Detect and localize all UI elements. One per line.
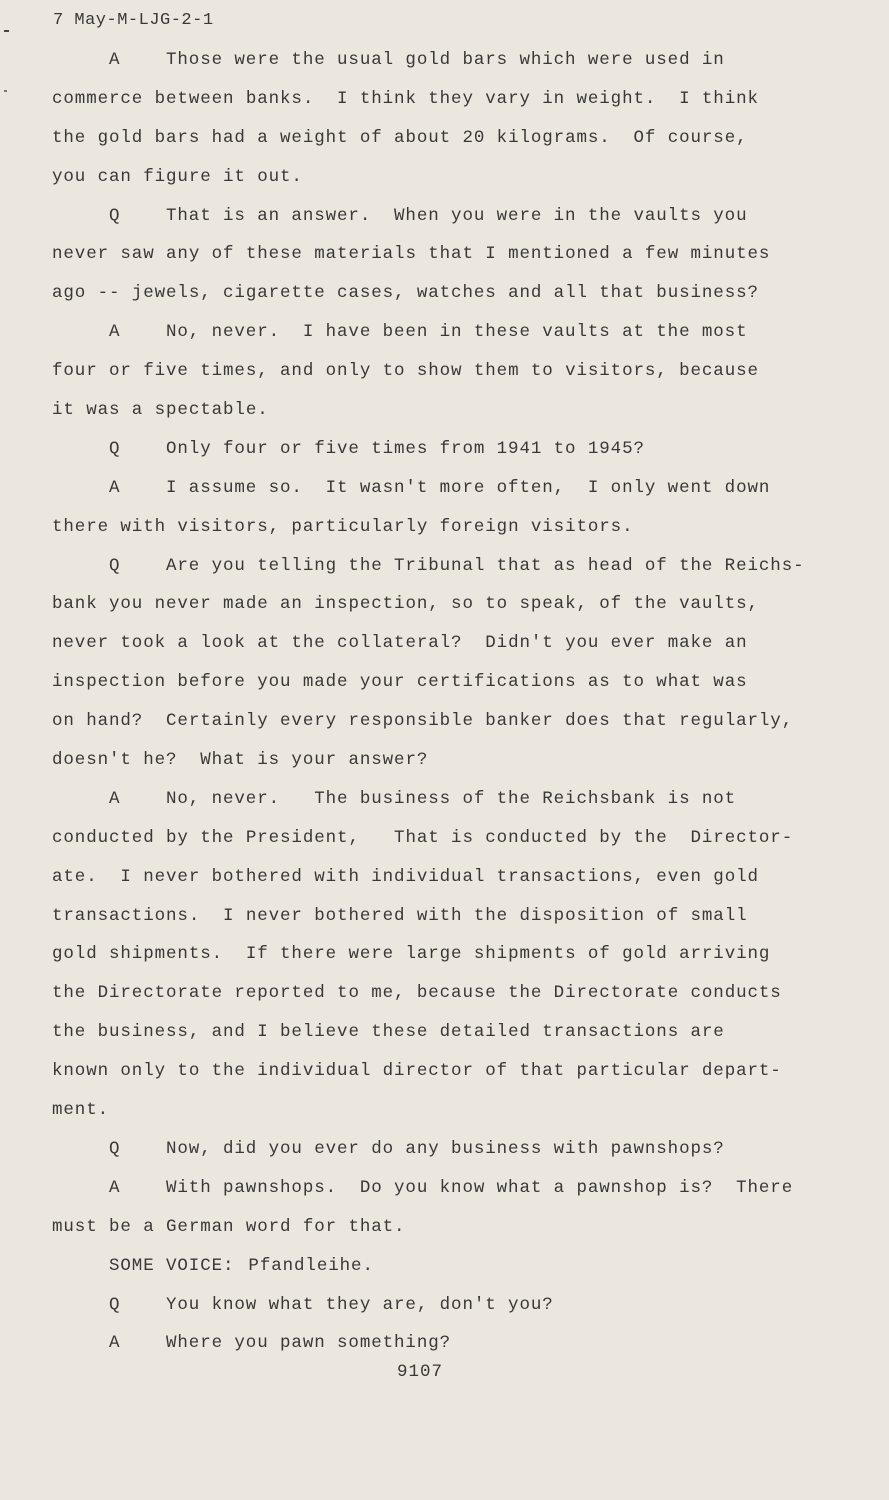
transcript-line bbox=[52, 702, 842, 741]
line-text: ate. I never bothered with individual transactions, even gold bbox=[52, 866, 759, 887]
transcript-line bbox=[52, 119, 842, 158]
transcript-line bbox=[52, 1286, 842, 1325]
line-text: the Directorate reported to me, because the Directorate conducts bbox=[52, 983, 782, 1004]
transcript-line bbox=[52, 1324, 842, 1363]
line-text: must be a German word for that. bbox=[52, 1216, 406, 1237]
speaker-label: Q bbox=[109, 1138, 121, 1159]
line-text: gold shipments. If there were large shipments of gold arriving bbox=[52, 944, 771, 965]
transcript-line bbox=[52, 469, 842, 508]
transcript-line bbox=[52, 1013, 842, 1052]
line-text: That is an answer. When you were in the vaults you bbox=[166, 205, 748, 226]
transcript-line bbox=[52, 430, 842, 469]
speaker-label: SOME VOICE: bbox=[109, 1255, 235, 1276]
speaker-label: Q bbox=[109, 205, 121, 226]
line-text: there with visitors, particularly foreign visitors. bbox=[52, 516, 634, 537]
transcript-line bbox=[52, 585, 842, 624]
line-text: With pawnshops. Do you know what a pawnshop is? There bbox=[166, 1177, 794, 1198]
line-text: it was a spectable. bbox=[52, 400, 269, 421]
transcript-line bbox=[52, 741, 842, 780]
line-text: the business, and I believe these detailed transactions are bbox=[52, 1022, 725, 1043]
transcript-line bbox=[52, 313, 842, 352]
margin-mark bbox=[4, 30, 9, 32]
line-text: You know what they are, don't you? bbox=[166, 1294, 554, 1315]
transcript-line bbox=[52, 974, 842, 1013]
transcript-line bbox=[52, 508, 842, 547]
line-text: bank you never made an inspection, so to speak, of the vaults, bbox=[52, 594, 759, 615]
transcript-line bbox=[52, 1247, 842, 1286]
transcript-line bbox=[52, 80, 842, 119]
line-text: I assume so. It wasn't more often, I only went down bbox=[166, 477, 771, 498]
transcript-line bbox=[52, 1130, 842, 1169]
line-text: No, never. I have been in these vaults at the most bbox=[166, 322, 748, 343]
transcript-line bbox=[52, 1052, 842, 1091]
line-text: No, never. The business of the Reichsbank is not bbox=[166, 788, 737, 809]
line-text: commerce between banks. I think they vary in weight. I think bbox=[52, 88, 759, 109]
transcript-line bbox=[52, 897, 842, 936]
transcript-line bbox=[52, 158, 842, 197]
transcript-line bbox=[52, 858, 842, 897]
transcript-line bbox=[52, 1208, 842, 1247]
transcript-line bbox=[52, 935, 842, 974]
line-text: transactions. I never bothered with the disposition of small bbox=[52, 905, 748, 926]
line-text: doesn't he? What is your answer? bbox=[52, 750, 429, 771]
page-number: 9107 bbox=[396, 1362, 443, 1382]
margin-mark bbox=[4, 90, 7, 92]
line-text: on hand? Certainly every responsible banker does that regularly, bbox=[52, 711, 794, 732]
speaker-label: A bbox=[109, 322, 121, 343]
document-header: 7 May-M-LJG-2-1 bbox=[53, 11, 214, 30]
speaker-label: A bbox=[109, 477, 121, 498]
line-text: Are you telling the Tribunal that as head of the Reichs- bbox=[166, 555, 805, 576]
transcript-line bbox=[52, 624, 842, 663]
line-text: known only to the individual director of that particular depart- bbox=[52, 1061, 782, 1082]
transcript-line bbox=[52, 663, 842, 702]
line-text: never saw any of these materials that I mentioned a few minutes bbox=[52, 244, 771, 265]
transcript-line bbox=[52, 197, 842, 236]
speaker-label: Q bbox=[109, 555, 121, 576]
transcript-line bbox=[52, 41, 842, 80]
transcript-line bbox=[52, 1169, 842, 1208]
transcript-line bbox=[52, 780, 842, 819]
transcript-body bbox=[52, 41, 842, 1363]
speaker-label: A bbox=[109, 1177, 121, 1198]
transcript-line bbox=[52, 274, 842, 313]
speaker-label: A bbox=[109, 788, 121, 809]
transcript-line bbox=[52, 819, 842, 858]
line-text: the gold bars had a weight of about 20 kilograms. Of course, bbox=[52, 127, 748, 148]
line-text: Where you pawn something? bbox=[166, 1333, 452, 1354]
line-text: Now, did you ever do any business with pawnshops? bbox=[166, 1138, 725, 1159]
transcript-line bbox=[52, 391, 842, 430]
line-text: inspection before you made your certifications as to what was bbox=[52, 672, 748, 693]
line-text: you can figure it out. bbox=[52, 166, 303, 187]
transcript-line bbox=[52, 1091, 842, 1130]
line-text: Only four or five times from 1941 to 1945? bbox=[166, 438, 645, 459]
speaker-label: A bbox=[109, 50, 121, 70]
line-text: four or five times, and only to show them to visitors, because bbox=[52, 361, 759, 382]
line-text: ment. bbox=[52, 1100, 110, 1121]
speaker-label: Q bbox=[109, 438, 121, 459]
line-text: ago -- jewels, cigarette cases, watches and all that business? bbox=[52, 283, 759, 304]
transcript-line bbox=[52, 235, 842, 274]
line-text: Pfandleihe. bbox=[248, 1255, 374, 1276]
speaker-label: Q bbox=[109, 1294, 121, 1315]
transcript-line bbox=[52, 547, 842, 586]
speaker-label: A bbox=[109, 1333, 121, 1354]
line-text: Those were the usual gold bars which were used in bbox=[166, 50, 725, 70]
line-text: conducted by the President, That is conducted by the Director- bbox=[52, 827, 794, 848]
transcript-line bbox=[52, 352, 842, 391]
line-text: never took a look at the collateral? Didn't you ever make an bbox=[52, 633, 748, 654]
